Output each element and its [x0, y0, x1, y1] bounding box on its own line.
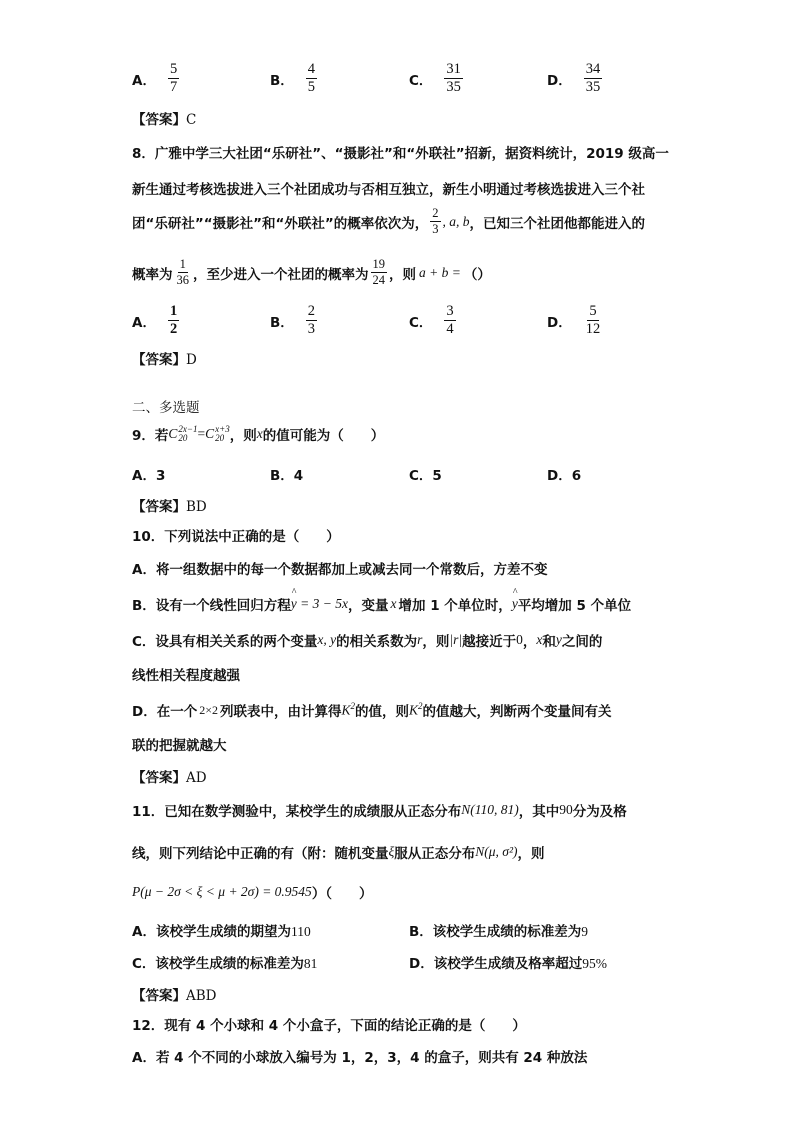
answer-tag: 【答案】: [132, 988, 186, 1004]
k-squared: [342, 701, 356, 719]
math-vars: , a, b: [442, 213, 470, 229]
math-abs: |r|: [449, 632, 463, 647]
text: 和: [542, 634, 556, 650]
option-label: C．: [409, 314, 433, 331]
answer-tag: 【答案】: [132, 112, 186, 128]
q9-option-c[interactable]: C．5: [409, 468, 442, 484]
text: （）: [463, 266, 491, 283]
indices: [215, 425, 230, 443]
fraction: [444, 304, 455, 337]
q7-option-c[interactable]: [409, 62, 465, 95]
symbol: K: [409, 702, 419, 718]
math-expr: N(μ, σ²): [475, 844, 518, 859]
math-number: 90: [559, 802, 573, 817]
option-label: A．: [132, 72, 156, 89]
q8-line-1: 8．广雅中学三大社团“乐研社”、“摄影社”和“外联社”招新，据资料统计，2019 级高一: [132, 146, 669, 162]
q11-answer: [132, 984, 217, 1004]
q10-option-a[interactable]: A．将一组数据中的每一个数据都加上或减去同一个常数后，方差不变: [132, 562, 548, 578]
equals: =: [197, 426, 206, 441]
text: 11．已知在数学测验中，某校学生的成绩服从正态分布: [132, 804, 462, 820]
q10-option-d[interactable]: [132, 700, 612, 720]
option-label: D．: [547, 314, 572, 331]
numerator: 19: [371, 258, 388, 273]
text: ，已知三个社团他都能进入的: [469, 215, 645, 232]
fraction: [175, 258, 192, 287]
q10-option-c-line-2: 线性相关程度越强: [132, 668, 240, 684]
numerator: 2: [430, 207, 440, 222]
q7-option-d[interactable]: [547, 62, 604, 95]
q11-option-b[interactable]: [409, 920, 588, 940]
symbol: C: [168, 426, 178, 441]
q10-stem: 10．下列说法中正确的是（ ）: [132, 529, 340, 545]
q9-option-b[interactable]: B．4: [270, 468, 304, 484]
text: 的值越大，判断两个变量间有关: [422, 704, 612, 720]
math-expr: N(110, 81): [461, 802, 519, 817]
text: ，: [522, 634, 537, 650]
denominator: 4: [446, 321, 454, 338]
denominator: 2: [169, 321, 178, 338]
numerator: 1: [168, 304, 179, 321]
denominator: 35: [446, 79, 461, 96]
math-var: x: [390, 596, 397, 611]
answer-value: ABD: [186, 988, 217, 1004]
math-number: 9: [581, 924, 589, 939]
text: 的相关系数为: [336, 634, 418, 650]
text: 服从正态分布: [394, 846, 476, 862]
denominator: 7: [169, 79, 178, 96]
text: ，则: [517, 846, 545, 862]
fraction: [168, 62, 179, 95]
q11-line-2: [132, 842, 545, 862]
q12-option-a[interactable]: A．若 4 个不同的小球放入编号为 1，2，3，4 的盒子，则共有 24 种放法: [132, 1050, 588, 1066]
q7-option-a[interactable]: [132, 62, 181, 95]
fraction: [430, 207, 440, 236]
answer-tag: 【答案】: [132, 770, 186, 786]
q10-option-b[interactable]: [132, 594, 631, 614]
superscript: 2: [418, 701, 423, 712]
q10-option-c[interactable]: [132, 630, 602, 650]
denominator: 35: [585, 79, 601, 96]
q8-option-d[interactable]: [547, 304, 604, 337]
k-squared: [409, 701, 423, 719]
option-label: B．: [270, 72, 294, 89]
denominator: 24: [372, 273, 385, 288]
numerator: 4: [306, 62, 317, 79]
text: ，则: [422, 634, 450, 650]
q9-option-d[interactable]: D．6: [547, 468, 582, 484]
text: 越接近于: [462, 634, 517, 650]
text: C．该校学生成绩的标准差为: [132, 956, 304, 972]
option-label: B．: [270, 314, 294, 331]
math-number: 0: [516, 632, 523, 647]
numerator: 3: [444, 304, 455, 321]
q7-option-b[interactable]: [270, 62, 319, 95]
math-expr: P(μ − 2σ < ξ < μ + 2σ) = 0.9545: [132, 884, 312, 899]
math-number: 110: [290, 924, 311, 939]
text: ）（ ）: [311, 886, 373, 902]
text: A．该校学生成绩的期望为: [132, 924, 291, 940]
denominator: 3: [307, 321, 316, 338]
text: 增加 1 个单位时，: [398, 598, 512, 614]
answer-value: AD: [186, 770, 207, 786]
text: 的值可能为（ ）: [262, 428, 385, 444]
math-var: y: [555, 632, 562, 647]
math-expr: 2×2: [199, 702, 218, 717]
numerator: 34: [584, 62, 603, 79]
subscript: 20: [215, 433, 225, 443]
indices: [178, 425, 197, 443]
answer-value: D: [186, 352, 197, 368]
superscript: 2x−1: [178, 424, 198, 434]
q9-option-a[interactable]: A．3: [132, 468, 166, 484]
q10-option-d-line-2: 联的把握就越大: [132, 738, 227, 754]
q11-option-d[interactable]: [409, 952, 607, 972]
numerator: 5: [587, 304, 598, 321]
symbol: K: [341, 702, 351, 718]
subscript: 20: [178, 433, 188, 443]
q8-line-2: 新生通过考核选拔进入三个社团成功与否相互独立，新生小明通过考核选拔进入三个社: [132, 182, 645, 198]
text: D．该校学生成绩及格率超过: [409, 956, 583, 972]
option-label: C．: [409, 72, 433, 89]
math-number: 81: [303, 956, 318, 971]
text: 团“乐研社”“摄影社”和“外联社”的概率依次为，: [132, 215, 429, 232]
text: ，至少进入一个社团的概率为: [193, 266, 369, 283]
q12-stem: 12．现有 4 个小球和 4 个小盒子，下面的结论正确的是（ ）: [132, 1018, 526, 1034]
math-expr: a + b =: [419, 264, 461, 280]
numerator: 2: [306, 304, 317, 321]
fraction: [168, 304, 179, 337]
text: 平均增加 5 个单位: [517, 598, 632, 614]
text: 9．若: [132, 428, 169, 444]
denominator: 5: [307, 79, 316, 96]
option-label: D．: [547, 72, 572, 89]
answer-value: C: [186, 112, 197, 128]
q8-option-c[interactable]: [409, 304, 458, 337]
denominator: 36: [176, 273, 189, 288]
text: 列联表中，由计算得: [220, 704, 342, 720]
superscript: 2: [350, 701, 356, 712]
fraction: [584, 304, 603, 337]
answer-tag: 【答案】: [132, 499, 186, 515]
math-var: x: [256, 426, 263, 441]
q9-answer: [132, 495, 207, 515]
superscript: x+3: [215, 424, 230, 434]
q8-line-4: [132, 258, 491, 287]
q8-option-b[interactable]: [270, 304, 319, 337]
math-var: ^ y: [512, 596, 518, 612]
text: C．设具有相关关系的两个变量: [132, 634, 318, 650]
fraction: [371, 258, 388, 287]
combination-rhs: [205, 425, 230, 443]
denominator: 3: [432, 222, 439, 237]
text: 概率为: [132, 266, 173, 283]
regression-equation: ^ y = 3 − 5x: [291, 596, 348, 612]
fraction: [306, 304, 317, 337]
math-number: 95%: [582, 956, 607, 971]
numerator: 1: [178, 258, 188, 273]
q11-option-a[interactable]: [132, 920, 311, 940]
numerator: 5: [168, 62, 179, 79]
math-vars: x, y: [317, 632, 337, 647]
q8-line-3: [132, 207, 645, 236]
text: ，变量: [348, 598, 389, 614]
text: 线，则下列结论中正确的有（附：随机变量: [132, 846, 389, 862]
q9-stem: [132, 424, 384, 444]
text: D．在一个: [132, 704, 198, 720]
denominator: 12: [585, 321, 601, 338]
fraction: [306, 62, 317, 95]
math-var: ξ: [388, 844, 395, 859]
answer-value: BD: [186, 499, 207, 515]
q8-option-a[interactable]: [132, 304, 181, 337]
text: 分为及格: [572, 804, 627, 820]
text: ，则: [389, 266, 416, 283]
q11-option-c[interactable]: [132, 952, 317, 972]
text: B．该校学生成绩的标准差为: [409, 924, 582, 940]
text: ，则: [229, 428, 257, 444]
text: 的值，则: [355, 704, 410, 720]
symbol: C: [205, 426, 215, 441]
text: 之间的: [561, 634, 603, 650]
text: ，其中: [518, 804, 560, 820]
text: B．设有一个线性回归方程: [132, 598, 291, 614]
option-label: A．: [132, 314, 156, 331]
fraction: [444, 62, 463, 95]
q11-line-3: [132, 882, 373, 902]
math-var: r: [417, 632, 423, 647]
q11-line-1: [132, 800, 627, 820]
q10-answer: [132, 766, 207, 786]
q7-answer: [132, 108, 196, 128]
answer-tag: 【答案】: [132, 352, 186, 368]
section-heading: 二、多选题: [132, 400, 200, 416]
numerator: 31: [444, 62, 463, 79]
q8-answer: [132, 348, 197, 368]
math-var: x: [536, 632, 543, 647]
fraction: [584, 62, 603, 95]
combination-lhs: [168, 425, 197, 443]
